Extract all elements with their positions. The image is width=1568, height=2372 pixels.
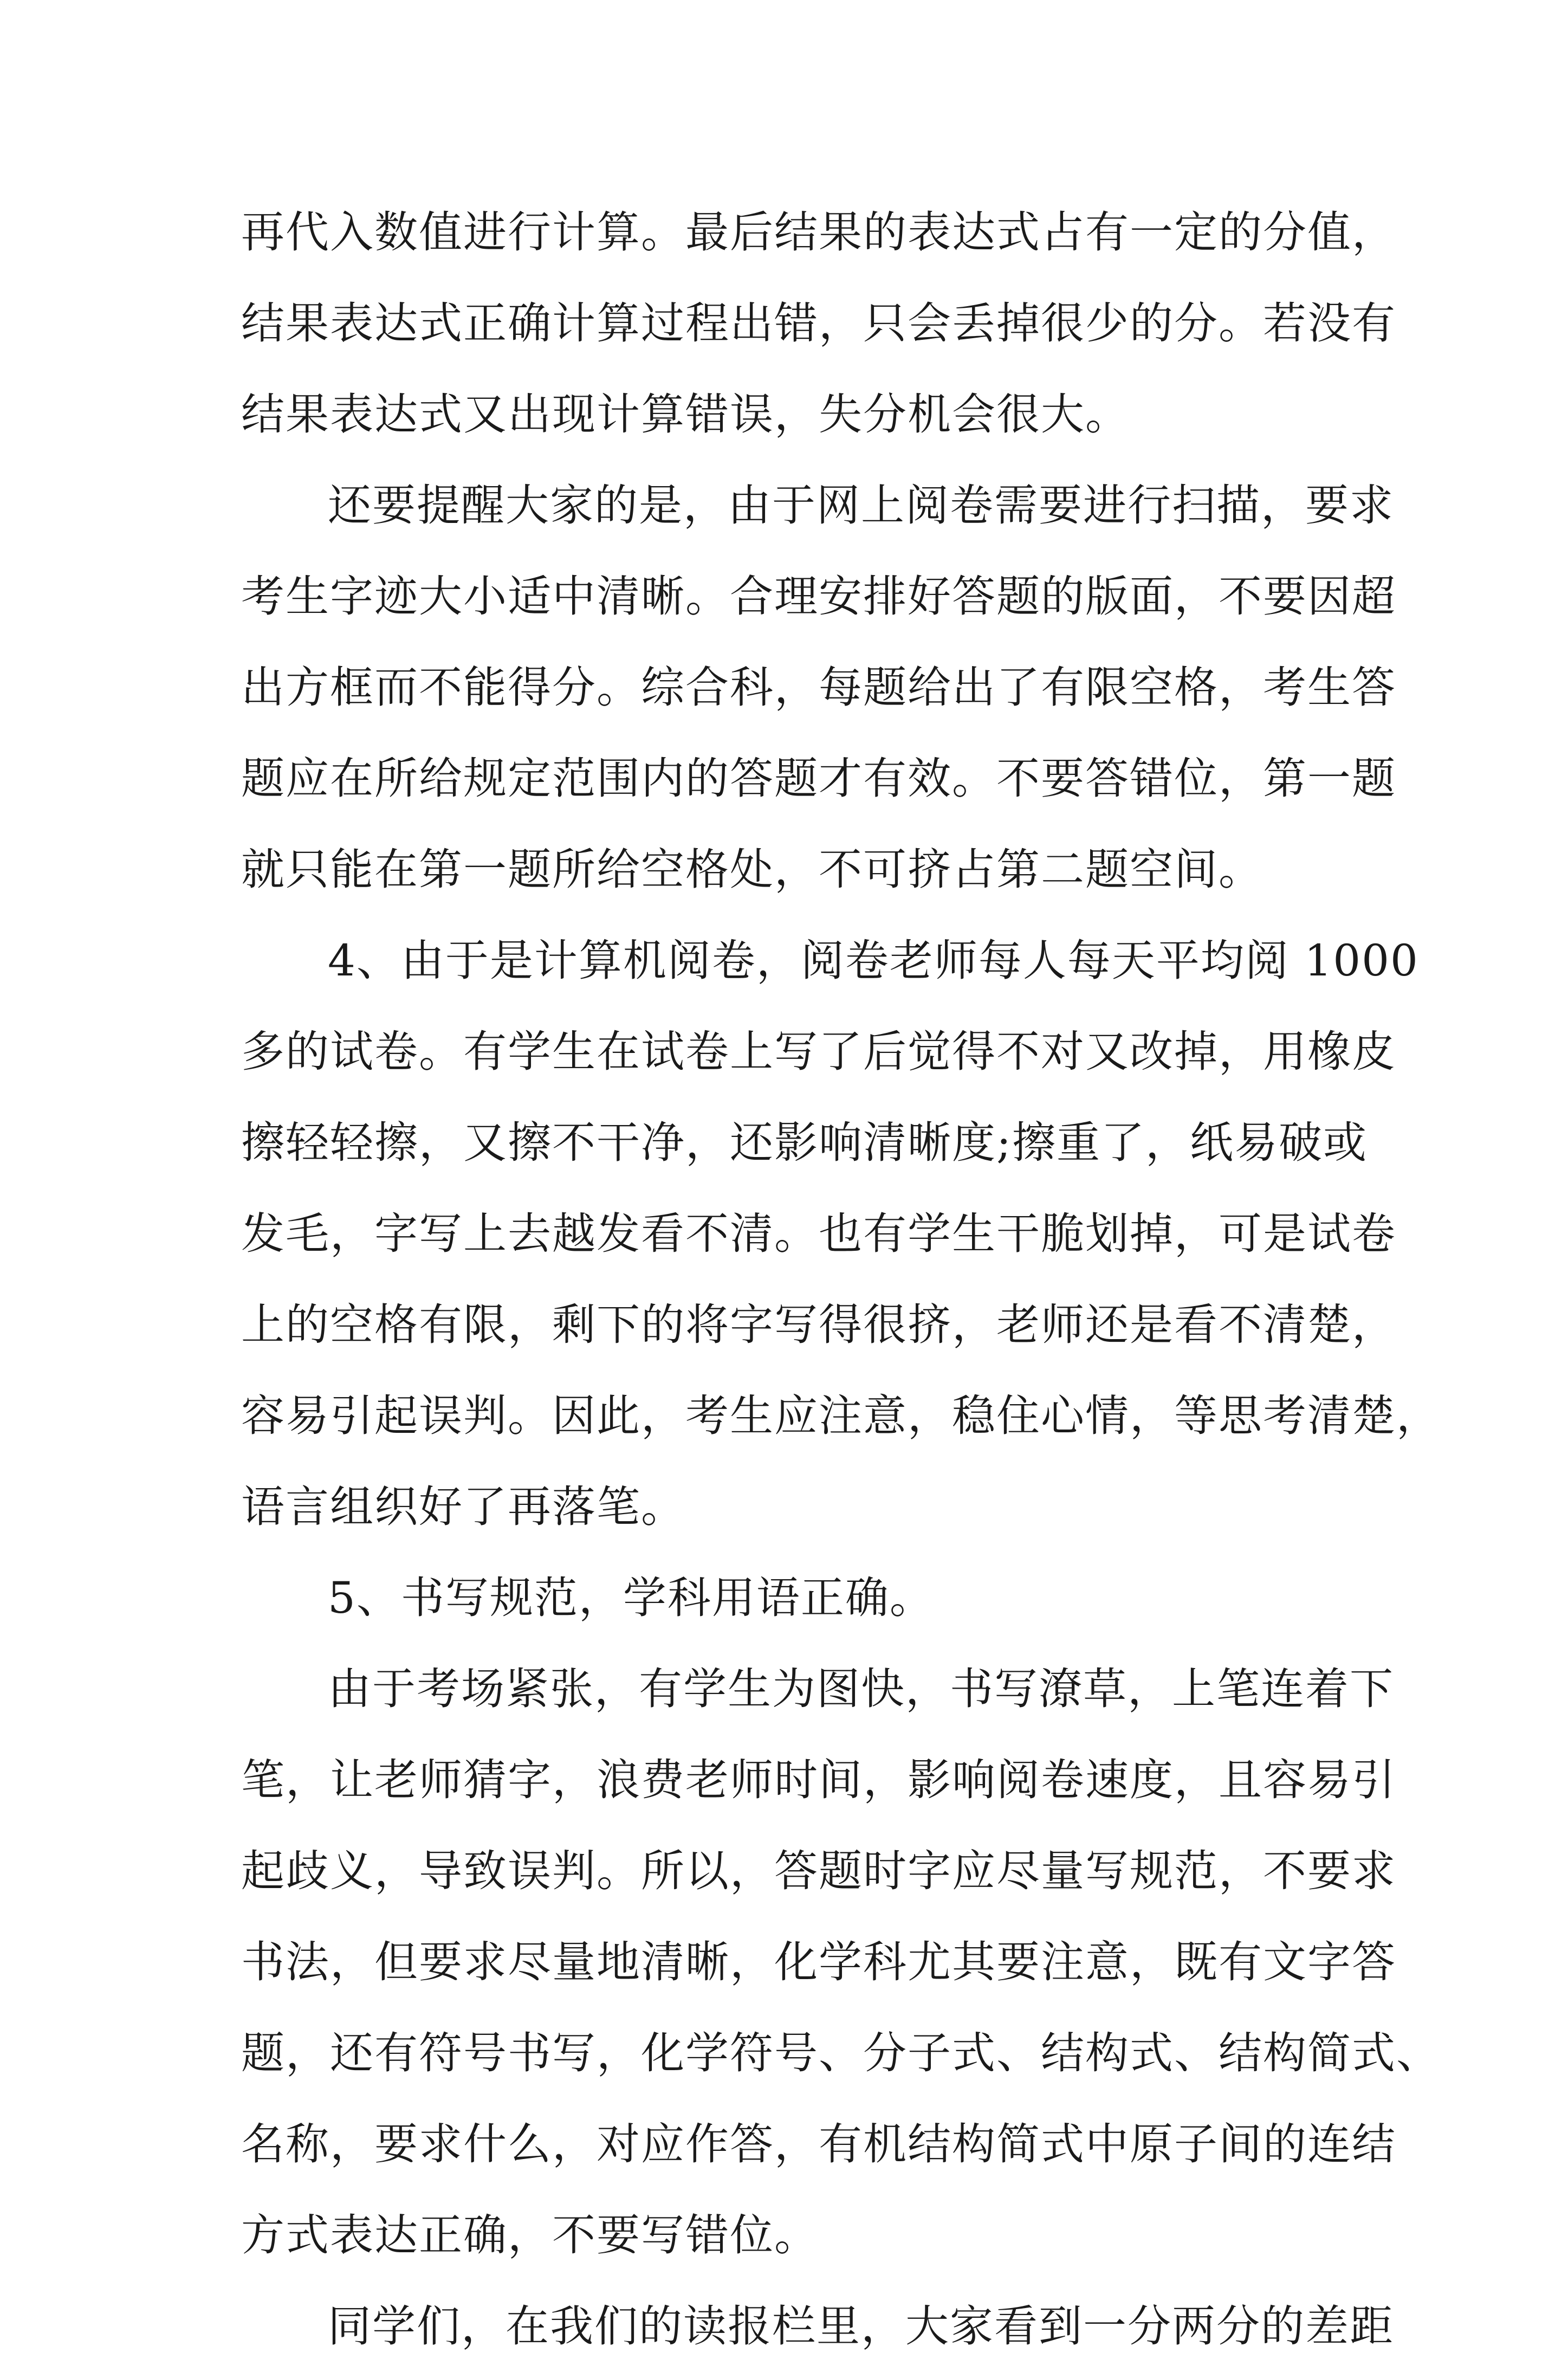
text-line: 由于考场紧张，有学生为图快，书写潦草，上笔连着下 xyxy=(328,1664,1394,1714)
text-line: 考生字迹大小适中清晰。合理安排好答题的版面，不要因超 xyxy=(241,571,1396,622)
text-line: 结果表达式又出现计算错误，失分机会很大。 xyxy=(241,389,1130,440)
text-line: 笔，让老师猜字，浪费老师时间，影响阅卷速度，且容易引 xyxy=(241,1755,1396,1805)
text-line: 发毛，字写上去越发看不清。也有学生干脆划掉，可是试卷 xyxy=(241,1208,1396,1259)
text-line: 容易引起误判。因此，考生应注意，稳住心情，等思考清楚， xyxy=(241,1391,1441,1441)
text-line: 5、书写规范，学科用语正确。 xyxy=(328,1573,934,1623)
paragraph xyxy=(241,1553,1346,1644)
text-line: 起歧义，导致误判。所以，答题时字应尽量写规范，不要求 xyxy=(241,1846,1396,1896)
text-line: 方式表达正确，不要写错位。 xyxy=(241,2210,819,2260)
paragraph xyxy=(241,915,1441,1553)
text-line: 上的空格有限，剩下的将字写得很挤，老师还是看不清楚， xyxy=(241,1300,1396,1350)
paragraph xyxy=(241,460,1396,915)
document-body xyxy=(241,187,1441,2372)
text-line: 出方框而不能得分。综合科，每题给出了有限空格，考生答 xyxy=(241,662,1396,713)
paragraph xyxy=(241,187,1396,460)
text-line: 同学们，在我们的读报栏里，大家看到一分两分的差距 xyxy=(328,2301,1394,2351)
text-line: 题应在所给规定范围内的答题才有效。不要答错位，第一题 xyxy=(241,753,1396,804)
paragraph xyxy=(241,1644,1441,2281)
text-line: 擦轻轻擦，又擦不干净，还影响清晰度;擦重了，纸易破或 xyxy=(241,1117,1368,1168)
text-line: 4、由于是计算机阅卷，阅卷老师每人每天平均阅 1000 xyxy=(328,935,1419,986)
text-line: 题，还有符号书写，化学符号、分子式、结构式、结构简式、 xyxy=(241,2028,1441,2078)
text-line: 多的试卷。有学生在试卷上写了后觉得不对又改掉，用橡皮 xyxy=(241,1026,1396,1077)
paragraph xyxy=(241,2281,1394,2372)
text-line: 语言组织好了再落笔。 xyxy=(241,1482,685,1532)
text-line: 书法，但要求尽量地清晰，化学科尤其要注意，既有文字答 xyxy=(241,1937,1396,1987)
text-line: 就只能在第一题所给空格处，不可挤占第二题空间。 xyxy=(241,844,1263,895)
text-line: 还要提醒大家的是，由于网上阅卷需要进行扫描，要求 xyxy=(328,480,1394,531)
text-line: 再代入数值进行计算。最后结果的表达式占有一定的分值， xyxy=(241,207,1396,257)
text-line: 名称，要求什么，对应作答，有机结构简式中原子间的连结 xyxy=(241,2119,1396,2169)
text-line: 结果表达式正确计算过程出错，只会丢掉很少的分。若没有 xyxy=(241,298,1396,348)
